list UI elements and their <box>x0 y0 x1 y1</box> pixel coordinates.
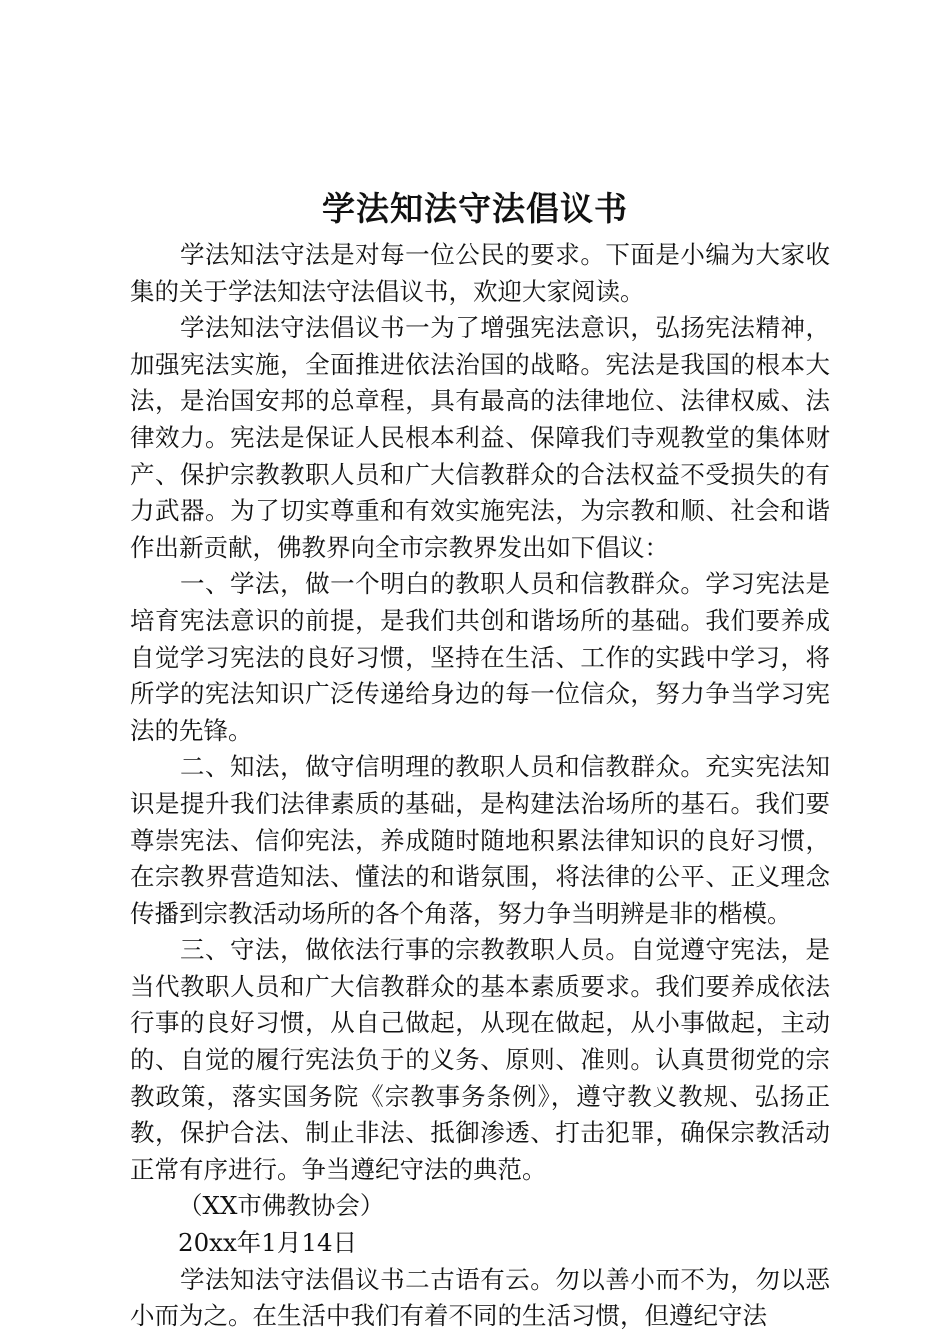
document-title: 学法知法守法倡议书 <box>322 189 628 228</box>
abide-law-paragraph: 三、守法，做依法行事的宗教教职人员。自觉遵守宪法，是当代教职人员和广大信教群众的基本素质要求。我们要养成依法行事的良好习惯，从自己做起，从现在做起，从小事做起，主动的、自觉的履行宪法负于的义务、原则、准则。认真贯彻党的宗教政策，落实国务院《宗教事务条例》，遵守教义教规、弘扬正教，保护合法、制止非法、抵御渗透、打击犯罪，确保宗教活动正常有序进行。争当遵纪守法的典范。 <box>130 935 830 1184</box>
document-body <box>130 237 830 1335</box>
learn-law-paragraph: 一、学法，做一个明白的教职人员和信教群众。学习宪法是培育宪法意识的前提，是我们共创和谐场所的基础。我们要养成自觉学习宪法的良好习惯，坚持在生活、工作的实践中学习，将所学的宪法知识广泛传递给身边的每一位信众，努力争当学习宪法的先锋。 <box>130 569 830 745</box>
intro-paragraph: 学法知法守法是对每一位公民的要求。下面是小编为大家收集的关于学法知法守法倡议书，欢迎大家阅读。 <box>130 240 830 306</box>
proposal-one-paragraph: 学法知法守法倡议书一为了增强宪法意识，弘扬宪法精神，加强宪法实施，全面推进依法治国的战略。宪法是我国的根本大法，是治国安邦的总章程，具有最高的法律地位、法律权威、法律效力。宪法是保证人民根本利益、保障我们寺观教堂的集体财产、保护宗教教职人员和广大信教群众的合法权益不受损失的有力武器。为了切实尊重和有效实施宪法，为宗教和顺、社会和谐作出新贡献，佛教界向全市宗教界发出如下倡议： <box>130 313 830 562</box>
signature: （XX市佛教协会） <box>178 1191 385 1221</box>
proposal-two-paragraph: 学法知法守法倡议书二古语有云。勿以善小而不为，勿以恶小而为之。在生活中我们有着不同的生活习惯，但遵纪守法 <box>130 1264 830 1331</box>
date: 20xx年1月14日 <box>178 1228 358 1258</box>
know-law-paragraph: 二、知法，做守信明理的教职人员和信教群众。充实宪法知识是提升我们法律素质的基础，是构建法治场所的基石。我们要尊崇宪法、信仰宪法，养成随时随地积累法律知识的良好习惯，在宗教界营造知法、懂法的和谐氛围，将法律的公平、正义理念传播到宗教活动场所的各个角落，努力争当明辨是非的楷模。 <box>130 752 830 928</box>
